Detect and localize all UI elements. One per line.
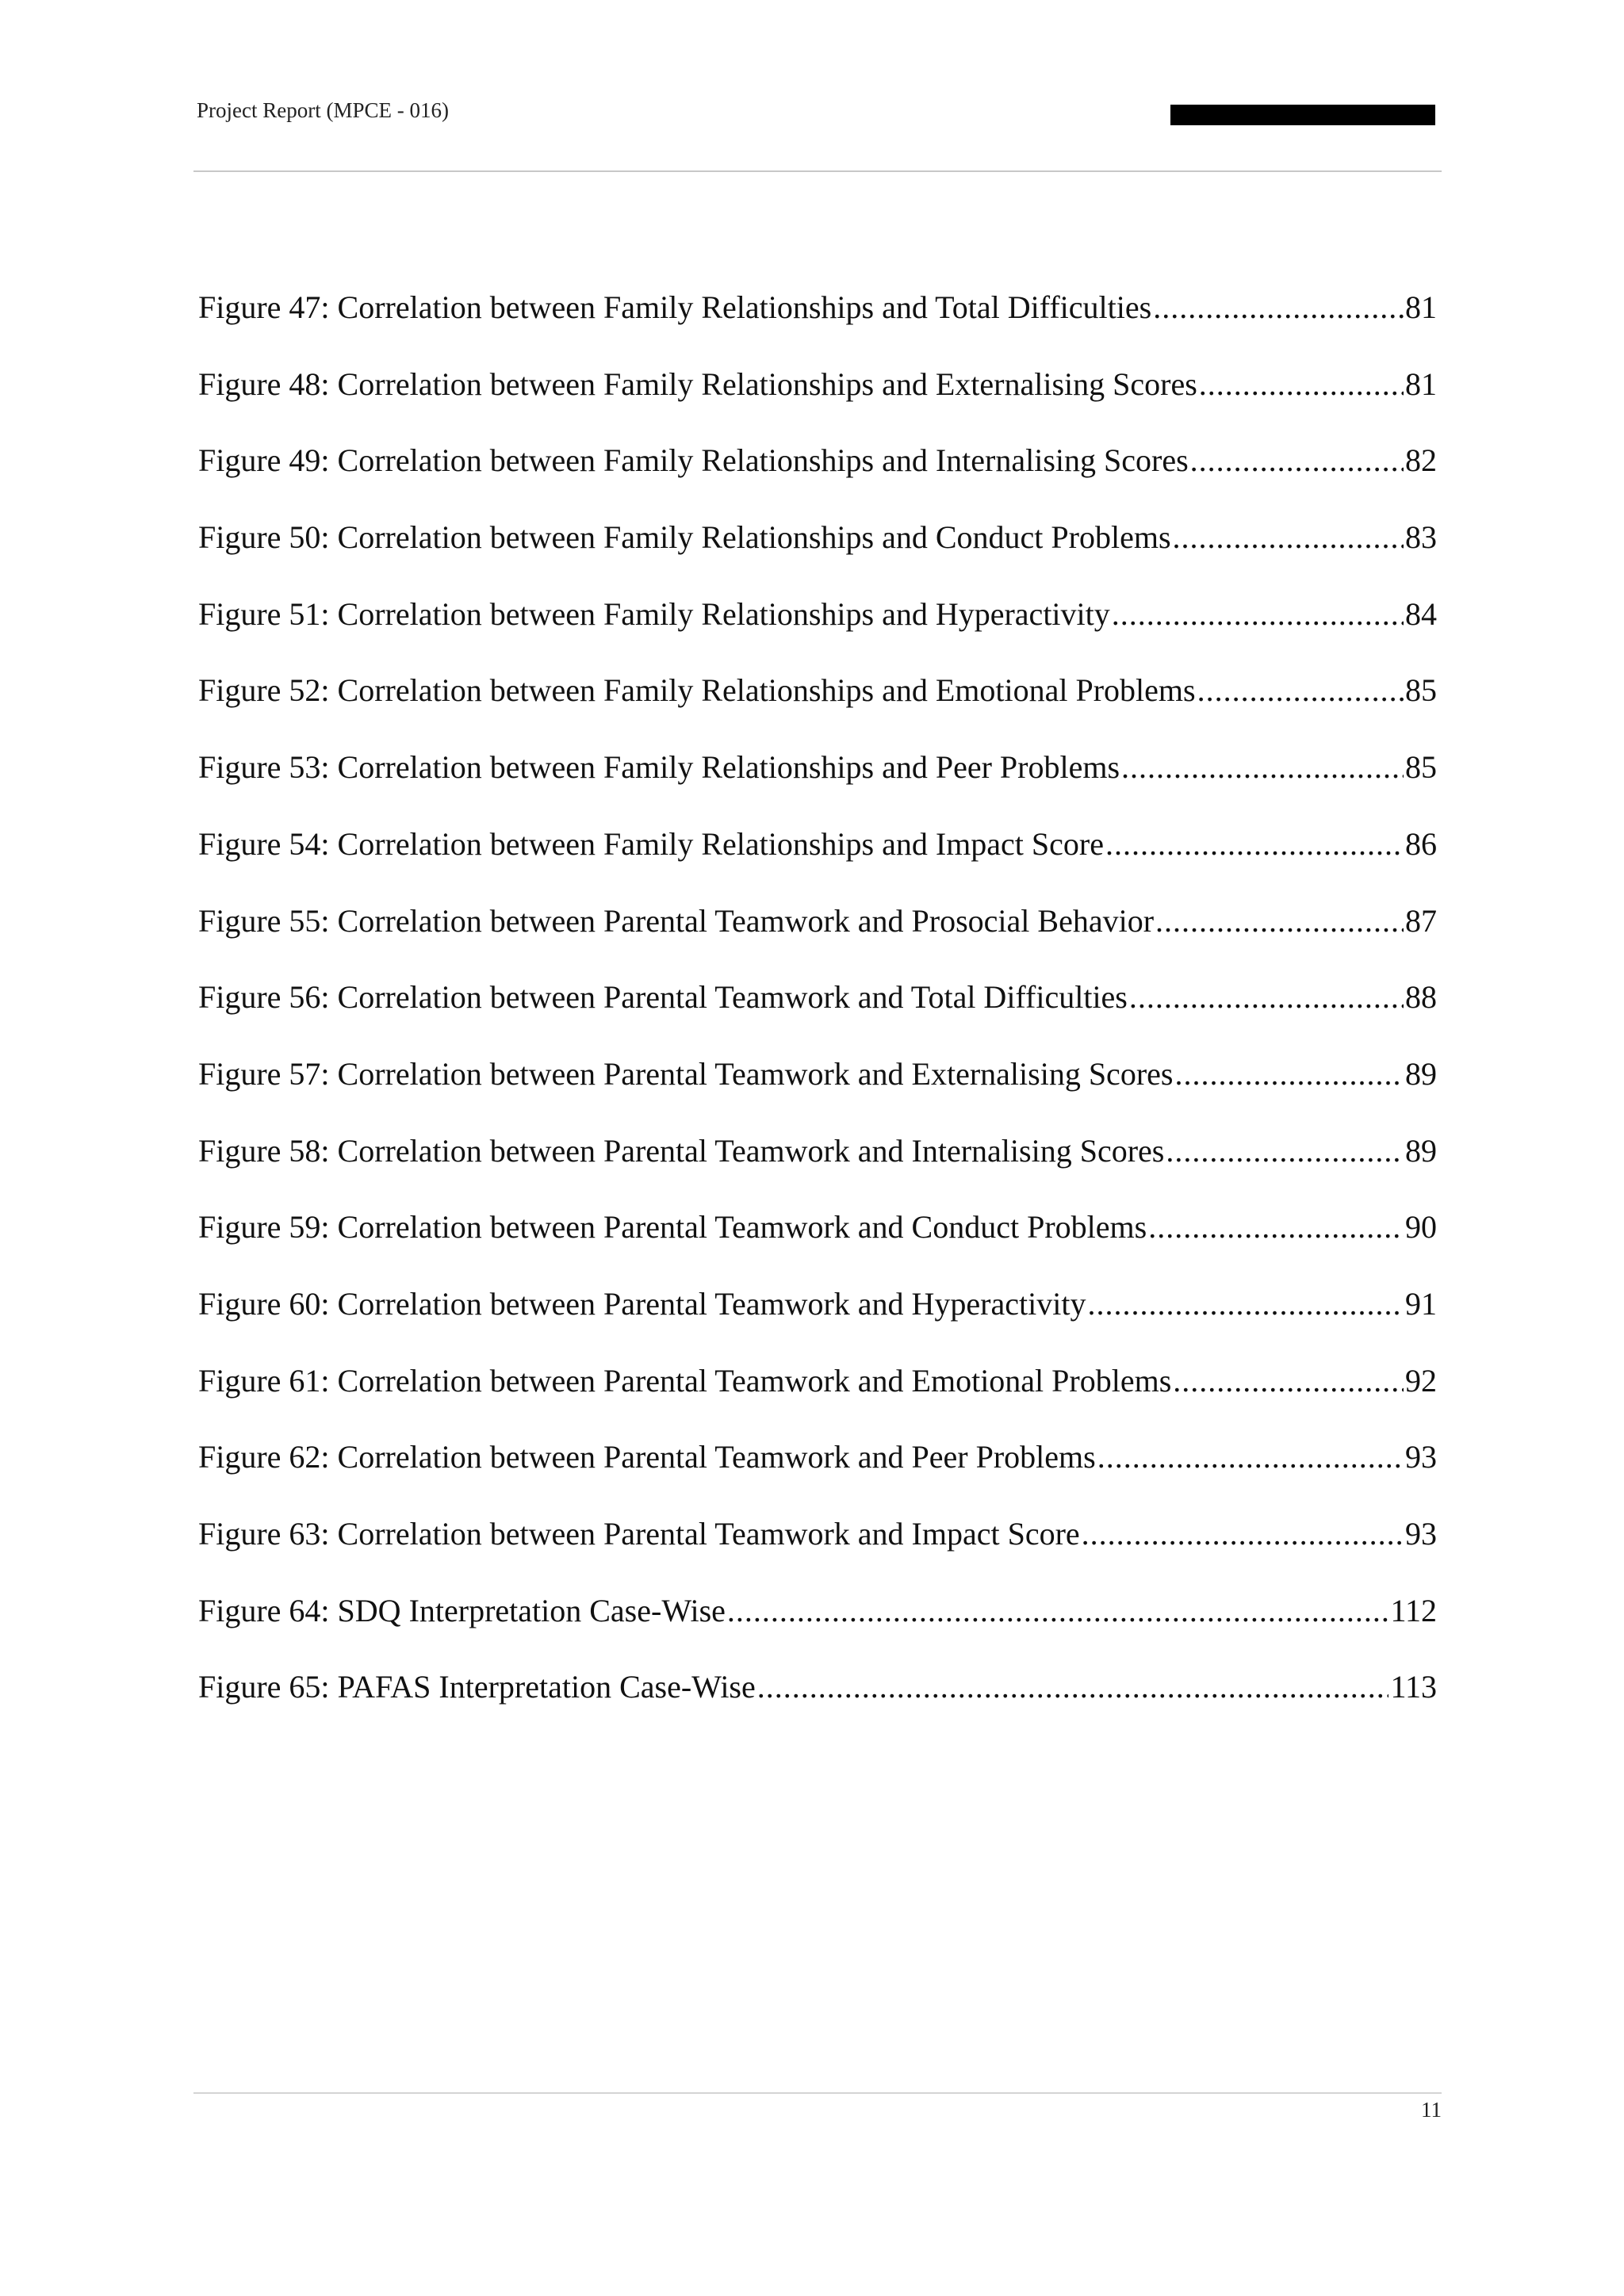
toc-dot-leader: [1082, 1510, 1404, 1558]
toc-entry-page: 85: [1405, 672, 1437, 709]
toc-entry-page: 89: [1405, 1055, 1437, 1092]
toc-dot-leader: [1153, 284, 1404, 331]
toc-entry: [198, 1587, 1437, 1664]
toc-entry: [198, 974, 1437, 1050]
toc-entry: [198, 1050, 1437, 1127]
toc-entry: [198, 821, 1437, 897]
toc-dot-leader: [1197, 667, 1404, 714]
toc-entry-label: Figure 65: PAFAS Interpretation Case-Wise: [198, 1669, 756, 1705]
toc-dot-leader: [1121, 744, 1404, 791]
toc-dot-leader: [1129, 974, 1404, 1021]
toc-entry-page: 85: [1405, 749, 1437, 786]
toc-entry-label: Figure 62: Correlation between Parental Teamwork and Peer Problems: [198, 1439, 1096, 1475]
toc-entry: [198, 437, 1437, 514]
toc-entry-page: 112: [1390, 1592, 1437, 1628]
toc-dot-leader: [1190, 437, 1404, 484]
footer-page-number: 11: [1421, 2098, 1442, 2122]
toc-entry-label: Figure 59: Correlation between Parental Teamwork and Conduct Problems: [198, 1209, 1147, 1246]
toc-entry-page: 93: [1405, 1439, 1437, 1475]
toc-entry: [198, 361, 1437, 438]
toc-entry-page: 92: [1405, 1362, 1437, 1399]
toc-entry-label: Figure 58: Correlation between Parental Teamwork and Internalising Scores: [198, 1132, 1165, 1169]
toc-dot-leader: [1173, 1357, 1404, 1405]
toc-dot-leader: [1112, 591, 1404, 638]
toc-entry-label: Figure 53: Correlation between Family Relationships and Peer Problems: [198, 749, 1120, 786]
toc-entry: [198, 284, 1437, 361]
toc-dot-leader: [1097, 1433, 1404, 1481]
toc-entry-label: Figure 50: Correlation between Family Relationships and Conduct Problems: [198, 519, 1171, 556]
toc-entry-page: 87: [1405, 902, 1437, 939]
toc-dot-leader: [1105, 821, 1404, 868]
toc-dot-leader: [1148, 1203, 1404, 1251]
toc-entry-page: 84: [1405, 595, 1437, 632]
toc-entry-page: 90: [1405, 1209, 1437, 1246]
toc-dot-leader: [757, 1663, 1389, 1711]
toc-entry-page: 88: [1405, 979, 1437, 1016]
footer-divider: [193, 2092, 1442, 2094]
header-divider: [193, 170, 1442, 172]
toc-entry-page: 86: [1405, 825, 1437, 862]
toc-entry: [198, 1203, 1437, 1280]
toc-entry: [198, 744, 1437, 821]
toc-entry-page: 81: [1405, 365, 1437, 402]
toc-dot-leader: [1155, 897, 1404, 945]
toc-dot-leader: [727, 1587, 1389, 1635]
toc-entry-label: Figure 51: Correlation between Family Relationships and Hyperactivity: [198, 595, 1110, 632]
toc-entry-label: Figure 54: Correlation between Family Relationships and Impact Score: [198, 825, 1104, 862]
toc-entry: [198, 1663, 1437, 1740]
toc-entry-label: Figure 52: Correlation between Family Relationships and Emotional Problems: [198, 672, 1196, 709]
toc-entry-label: Figure 49: Correlation between Family Relationships and Internalising Scores: [198, 442, 1189, 479]
list-of-figures: [198, 284, 1437, 1740]
toc-entry-label: Figure 47: Correlation between Family Relationships and Total Difficulties: [198, 289, 1152, 325]
toc-entry: [198, 1127, 1437, 1204]
toc-entry-page: 93: [1405, 1516, 1437, 1552]
page-header: [193, 94, 1442, 125]
toc-entry: [198, 897, 1437, 974]
toc-dot-leader: [1174, 1050, 1404, 1098]
toc-entry-label: Figure 56: Correlation between Parental Teamwork and Total Difficulties: [198, 979, 1128, 1016]
toc-entry-label: Figure 63: Correlation between Parental Teamwork and Impact Score: [198, 1516, 1080, 1552]
toc-dot-leader: [1199, 361, 1404, 408]
header-title: Project Report (MPCE - 016): [197, 98, 449, 122]
toc-entry-page: 83: [1405, 519, 1437, 556]
toc-entry-label: Figure 57: Correlation between Parental Teamwork and Externalising Scores: [198, 1055, 1174, 1092]
toc-entry-page: 113: [1390, 1669, 1437, 1705]
toc-dot-leader: [1173, 514, 1404, 561]
toc-entry-label: Figure 61: Correlation between Parental Teamwork and Emotional Problems: [198, 1362, 1172, 1399]
toc-entry: [198, 514, 1437, 591]
toc-entry-page: 91: [1405, 1285, 1437, 1322]
toc-entry-label: Figure 55: Correlation between Parental Teamwork and Prosocial Behavior: [198, 902, 1155, 939]
toc-entry-page: 82: [1405, 442, 1437, 479]
toc-entry: [198, 1357, 1437, 1434]
toc-dot-leader: [1087, 1280, 1404, 1328]
toc-entry: [198, 1280, 1437, 1357]
toc-entry: [198, 591, 1437, 668]
toc-entry-page: 81: [1405, 289, 1437, 325]
toc-entry: [198, 1433, 1437, 1510]
toc-entry: [198, 667, 1437, 744]
toc-entry-page: 89: [1405, 1132, 1437, 1169]
toc-entry-label: Figure 48: Correlation between Family Relationships and Externalising Scores: [198, 365, 1197, 402]
toc-entry: [198, 1510, 1437, 1587]
toc-entry-label: Figure 64: SDQ Interpretation Case-Wise: [198, 1592, 726, 1628]
header-redaction-bar: [1170, 105, 1435, 125]
toc-dot-leader: [1166, 1127, 1404, 1175]
toc-entry-label: Figure 60: Correlation between Parental Teamwork and Hyperactivity: [198, 1285, 1086, 1322]
